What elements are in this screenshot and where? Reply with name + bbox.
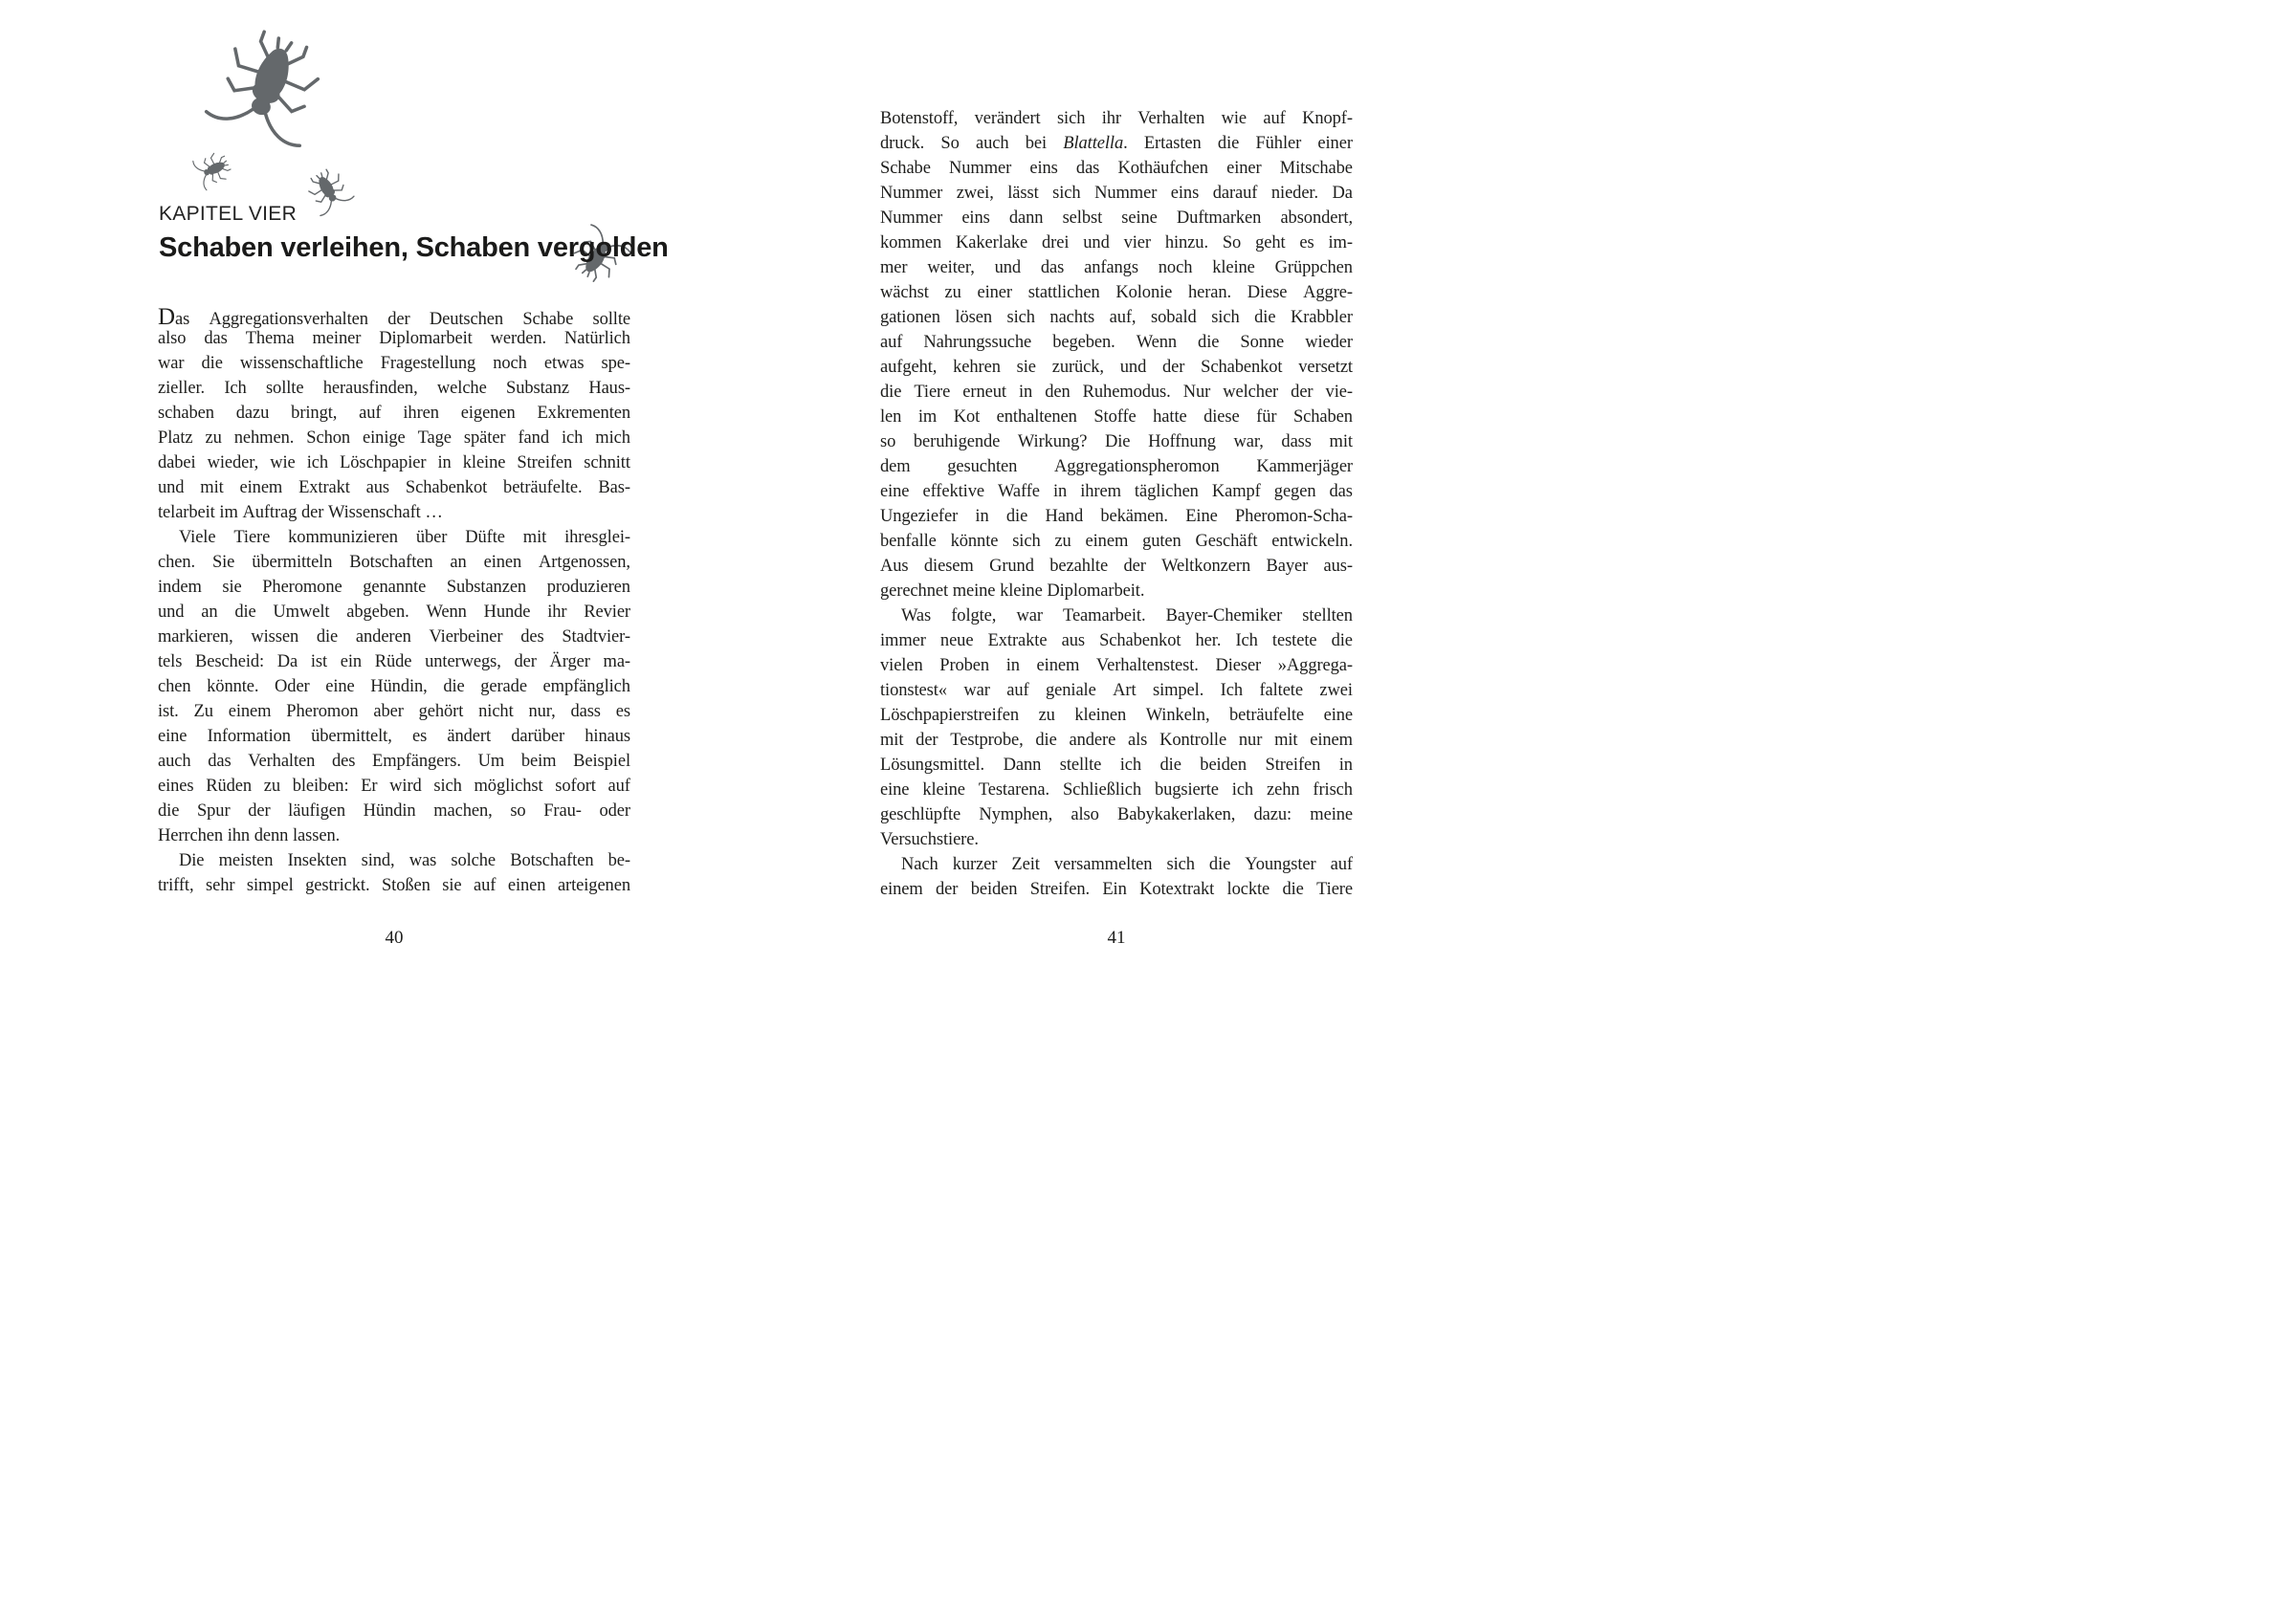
text-line: mer weiter, und das anfangs noch kleine Grüppchen — [880, 258, 1353, 277]
chapter-kicker: KAPITEL VIER — [159, 203, 298, 225]
text-line: die Spur der läufigen Hündin machen, so Frau- oder — [158, 801, 630, 821]
chapter-title: Schaben verleihen, Schaben vergolden — [159, 232, 669, 263]
paragraph — [880, 109, 1353, 606]
left-page-body-text — [158, 304, 630, 901]
text-line: eines Rüden zu bleiben: Er wird sich möglichst sofort auf — [158, 777, 630, 796]
text-line: len im Kot enthaltenen Stoffe hatte diese für Schaben — [880, 407, 1353, 427]
text-line: telarbeit im Auftrag der Wissenschaft … — [158, 503, 443, 522]
text-line: kommen Kakerlake drei und vier hinzu. So geht es im- — [880, 233, 1353, 252]
text-line: druck. So auch bei Blattella. Ertasten die Fühler einer — [880, 134, 1353, 153]
text-line: Nummer eins dann selbst seine Duftmarken absondert, — [880, 208, 1353, 228]
paragraph — [158, 304, 630, 528]
text-line: markieren, wissen die anderen Vierbeiner des Stadtvier- — [158, 627, 630, 647]
text-line: Was folgte, war Teamarbeit. Bayer-Chemiker stellten — [901, 606, 1353, 625]
text-line: wächst zu einer stattlichen Kolonie heran. Diese Aggre- — [880, 283, 1353, 302]
text-line: mit der Testprobe, die andere als Kontrolle nur mit einem — [880, 731, 1353, 750]
text-line: dem gesuchten Aggregationspheromon Kammerjäger — [880, 457, 1353, 476]
right-page-body-text — [880, 109, 1353, 905]
left-page-number: 40 — [385, 928, 404, 948]
text-line: schaben dazu bringt, auf ihren eigenen Exkrementen — [158, 404, 630, 423]
text-line: vielen Proben in einem Verhaltenstest. Dieser »Aggrega- — [880, 656, 1353, 675]
paragraph — [158, 528, 630, 851]
paragraph — [880, 606, 1353, 855]
text-line: Schabe Nummer eins das Kothäufchen einer Mitschabe — [880, 159, 1353, 178]
cockroach-small-icon — [298, 161, 359, 221]
text-line: einem der beiden Streifen. Ein Kotextrakt lockte die Tiere — [880, 880, 1353, 899]
text-line: Viele Tiere kommunizieren über Düfte mit ihresglei- — [179, 528, 630, 547]
paragraph — [158, 851, 630, 901]
text-line: aufgeht, kehren sie zurück, und der Schabenkot versetzt — [880, 358, 1353, 377]
text-line: chen. Sie übermitteln Botschaften an einen Artgenossen, — [158, 553, 630, 572]
text-line: auch das Verhalten des Empfängers. Um beim Beispiel — [158, 752, 630, 771]
text-line: dabei wieder, wie ich Löschpapier in kleine Streifen schnitt — [158, 453, 630, 472]
text-line: benfalle könnte sich zu einem guten Geschäft entwickeln. — [880, 532, 1353, 551]
text-line: zieller. Ich sollte herausfinden, welche Substanz Haus- — [158, 379, 630, 398]
text-line: so beruhigende Wirkung? Die Hoffnung war, dass mit — [880, 432, 1353, 451]
text-line: eine Information übermittelt, es ändert darüber hinaus — [158, 727, 630, 746]
text-line: Platz zu nehmen. Schon einige Tage später fand ich mich — [158, 428, 630, 448]
text-line: Das Aggregationsverhalten der Deutschen Schabe sollte — [158, 304, 630, 330]
text-line: auf Nahrungssuche begeben. Wenn die Sonne wieder — [880, 333, 1353, 352]
text-line: Ungeziefer in die Hand bekämen. Eine Pheromon-Scha- — [880, 507, 1353, 526]
text-line: war die wissenschaftliche Fragestellung noch etwas spe- — [158, 354, 630, 373]
text-line: trifft, sehr simpel gestrickt. Stoßen sie auf einen arteigenen — [158, 876, 630, 895]
text-line: Die meisten Insekten sind, was solche Botschaften be- — [179, 851, 630, 870]
text-line: indem sie Pheromone genannte Substanzen produzieren — [158, 578, 630, 597]
text-line: gerechnet meine kleine Diplomarbeit. — [880, 581, 1145, 601]
text-line: geschlüpfte Nymphen, also Babykakerlaken, dazu: meine — [880, 805, 1353, 824]
text-line: chen könnte. Oder eine Hündin, die gerade empfänglich — [158, 677, 630, 696]
text-line: tionstest« war auf geniale Art simpel. Ich faltete zwei — [880, 681, 1353, 700]
text-line: Versuchstiere. — [880, 830, 979, 849]
text-line: also das Thema meiner Diplomarbeit werden. Natürlich — [158, 329, 630, 348]
text-line: gationen lösen sich nachts auf, sobald sich die Krabbler — [880, 308, 1353, 327]
text-line: eine kleine Testarena. Schließlich bugsierte ich zehn frisch — [880, 780, 1353, 800]
text-line: Lösungsmittel. Dann stellte ich die beiden Streifen in — [880, 756, 1353, 775]
text-line: und mit einem Extrakt aus Schabenkot beträufelte. Bas- — [158, 478, 630, 497]
right-page-number: 41 — [1107, 928, 1126, 948]
text-line: ist. Zu einem Pheromon aber gehört nicht nur, dass es — [158, 702, 630, 721]
text-line: Herrchen ihn denn lassen. — [158, 826, 341, 845]
text-line: Botenstoff, verändert sich ihr Verhalten wie auf Knopf- — [880, 109, 1353, 128]
text-line: eine effektive Waffe in ihrem täglichen Kampf gegen das — [880, 482, 1353, 501]
text-line: und an die Umwelt abgeben. Wenn Hunde ihr Revier — [158, 603, 630, 622]
text-line: die Tiere erneut in den Ruhemodus. Nur welcher der vie- — [880, 383, 1353, 402]
text-line: immer neue Extrakte aus Schabenkot her. Ich testete die — [880, 631, 1353, 650]
text-line: Löschpapierstreifen zu kleinen Winkeln, beträufelte eine — [880, 706, 1353, 725]
text-line: Nummer zwei, lässt sich Nummer eins darauf nieder. Da — [880, 184, 1353, 203]
cockroach-large-icon — [196, 12, 341, 157]
cockroach-small-icon — [189, 145, 237, 193]
paragraph — [880, 855, 1353, 905]
text-line: tels Bescheid: Da ist ein Rüde unterwegs, der Ärger ma- — [158, 652, 630, 671]
text-line: Nach kurzer Zeit versammelten sich die Youngster auf — [901, 855, 1353, 874]
text-line: Aus diesem Grund bezahlte der Weltkonzern Bayer aus- — [880, 557, 1353, 576]
